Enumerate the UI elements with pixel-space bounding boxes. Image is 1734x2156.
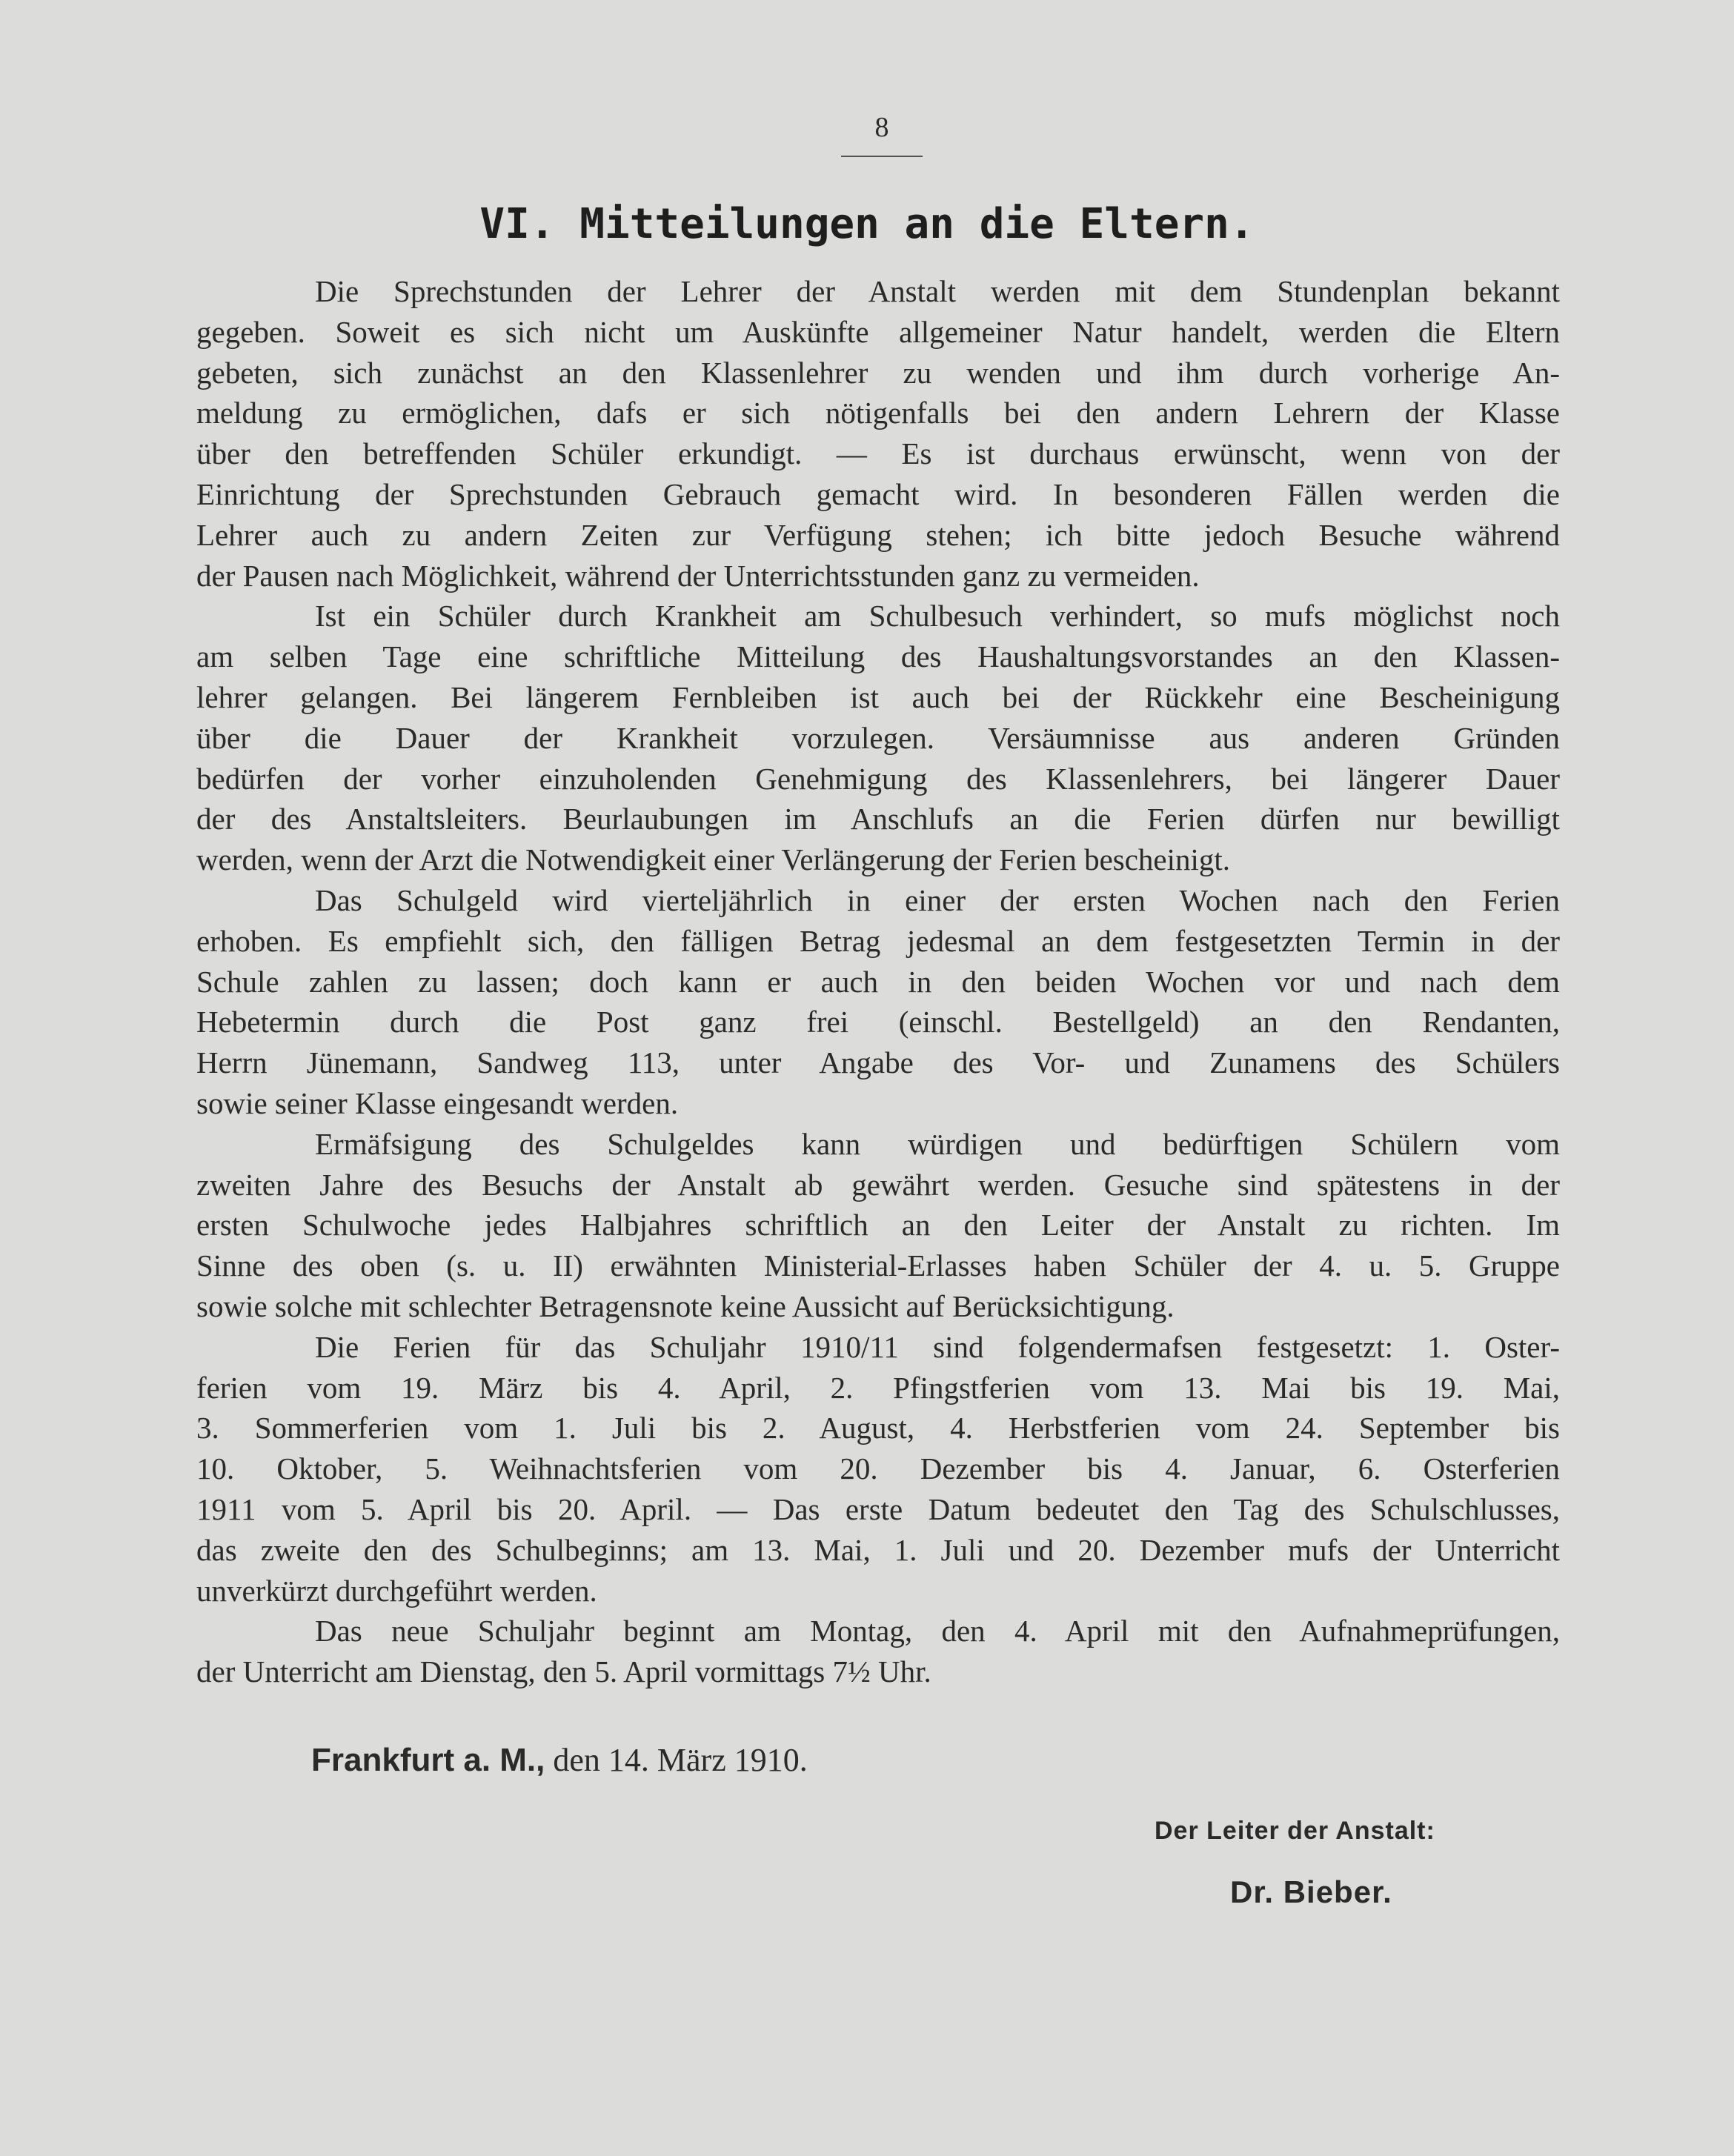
signatory-name: Dr. Bieber. [1230, 1874, 1392, 1909]
text-line: über die Dauer der Krankheit vorzulegen. Versäumnisse aus anderen Gründen [196, 720, 1560, 755]
place: Frankfurt a. M., [311, 1742, 545, 1778]
text-line: 10. Oktober, 5. Weihnachtsferien vom 20. Dezember bis 4. Januar, 6. Osterferien [196, 1451, 1560, 1486]
section-heading: VI. Mitteilungen an die Eltern. [479, 200, 1255, 248]
text-line: der Unterricht am Dienstag, den 5. April vormittags 7½ Uhr. [196, 1654, 931, 1689]
text-line: sowie solche mit schlechter Betragensnote keine Aussicht auf Berücksichtigung. [196, 1288, 1175, 1323]
text-line: Hebetermin durch die Post ganz frei (einschl. Bestellgeld) an den Rendanten, [196, 1005, 1560, 1039]
text-line: gebeten, sich zunächst an den Klassenlehrer zu wenden und ihm durch vorherige An- [196, 355, 1560, 390]
page-number-rule [841, 156, 923, 157]
page-number: 8 [874, 112, 889, 143]
paragraph [196, 1124, 1560, 1327]
text-line: lehrer gelangen. Bei längerem Fernbleiben ist auch bei der Rückkehr eine Bescheinigung [196, 679, 1560, 714]
place-date-line [311, 1741, 808, 1779]
text-line: 1911 vom 5. April bis 20. April. — Das erste Datum bedeutet den Tag des Schulschlusses, [196, 1491, 1560, 1526]
paragraph [196, 596, 1560, 880]
text-line: unverkürzt durchgeführt werden. [196, 1573, 597, 1608]
paragraph [196, 1611, 1560, 1692]
text-line: gegeben. Soweit es sich nicht um Auskünfte allgemeiner Natur handelt, werden die Eltern [196, 314, 1560, 349]
text-line: Die Ferien für das Schuljahr 1910/11 sind folgendermafsen festgesetzt: 1. Oster- [315, 1329, 1560, 1364]
text-line: das zweite den des Schulbeginns; am 13. Mai, 1. Juli und 20. Dezember mufs der Unterricht [196, 1532, 1560, 1567]
text-line: ersten Schulwoche jedes Halbjahres schriftlich an den Leiter der Anstalt zu richten. Im [196, 1208, 1560, 1242]
text-line: der des Anstaltsleiters. Beurlaubungen im Anschlufs an die Ferien dürfen nur bewilligt [196, 802, 1560, 836]
text-line: meldung zu ermöglichen, dafs er sich nötigenfalls bei den andern Lehrern der Klasse [196, 396, 1560, 430]
text-line: der Pausen nach Möglichkeit, während der Unterrichtsstunden ganz zu vermeiden. [196, 558, 1200, 593]
text-line: über den betreffenden Schüler erkundigt. — Es ist durchaus erwünscht, wenn von der [196, 436, 1560, 471]
text-line: sowie seiner Klasse eingesandt werden. [196, 1085, 679, 1120]
text-line: Lehrer auch zu andern Zeiten zur Verfügung stehen; ich bitte jedoch Besuche während [196, 517, 1560, 552]
text-line: zweiten Jahre des Besuchs der Anstalt ab gewährt werden. Gesuche sind spätestens in der [196, 1167, 1560, 1202]
text-line: Ermäfsigung des Schulgeldes kann würdigen und bedürftigen Schülern vom [315, 1126, 1560, 1161]
text-line: Schule zahlen zu lassen; doch kann er auch in den beiden Wochen vor und nach dem [196, 964, 1560, 999]
signatory-title: Der Leiter der Anstalt: [1155, 1817, 1435, 1845]
paragraph [196, 271, 1560, 596]
text-line: ferien vom 19. März bis 4. April, 2. Pfingstferien vom 13. Mai bis 19. Mai, [196, 1370, 1560, 1405]
paragraph [196, 880, 1560, 1124]
text-line: Herrn Jünemann, Sandweg 113, unter Angabe des Vor- und Zunamens des Schülers [196, 1045, 1560, 1080]
text-line: bedürfen der vorher einzuholenden Genehmigung des Klassenlehrers, bei längerer Dauer [196, 761, 1560, 796]
body-text [196, 271, 1560, 1692]
text-line: Ist ein Schüler durch Krankheit am Schulbesuch verhindert, so mufs möglichst noch [315, 599, 1560, 633]
text-line: Einrichtung der Sprechstunden Gebrauch gemacht wird. In besonderen Fällen werden die [196, 476, 1560, 511]
text-line: Sinne des oben (s. u. II) erwähnten Ministerial-Erlasses haben Schüler der 4. u. 5. Gruppe [196, 1248, 1560, 1283]
text-line: werden, wenn der Arzt die Notwendigkeit einer Verlängerung der Ferien bescheinigt. [196, 842, 1231, 877]
text-line: 3. Sommerferien vom 1. Juli bis 2. August, 4. Herbstferien vom 24. September bis [196, 1411, 1560, 1445]
paragraph [196, 1327, 1560, 1611]
date: den 14. März 1910. [553, 1742, 808, 1778]
text-line: am selben Tage eine schriftliche Mitteilung des Haushaltungsvorstandes an den Klassen- [196, 639, 1560, 674]
text-line: Das neue Schuljahr beginnt am Montag, den 4. April mit den Aufnahmeprüfungen, [315, 1614, 1560, 1648]
text-line: Das Schulgeld wird vierteljährlich in einer der ersten Wochen nach den Ferien [315, 882, 1560, 917]
text-line: erhoben. Es empfiehlt sich, den fälligen Betrag jedesmal an dem festgesetzten Termin in der [196, 923, 1560, 958]
text-line: Die Sprechstunden der Lehrer der Anstalt werden mit dem Stundenplan bekannt [315, 274, 1560, 308]
